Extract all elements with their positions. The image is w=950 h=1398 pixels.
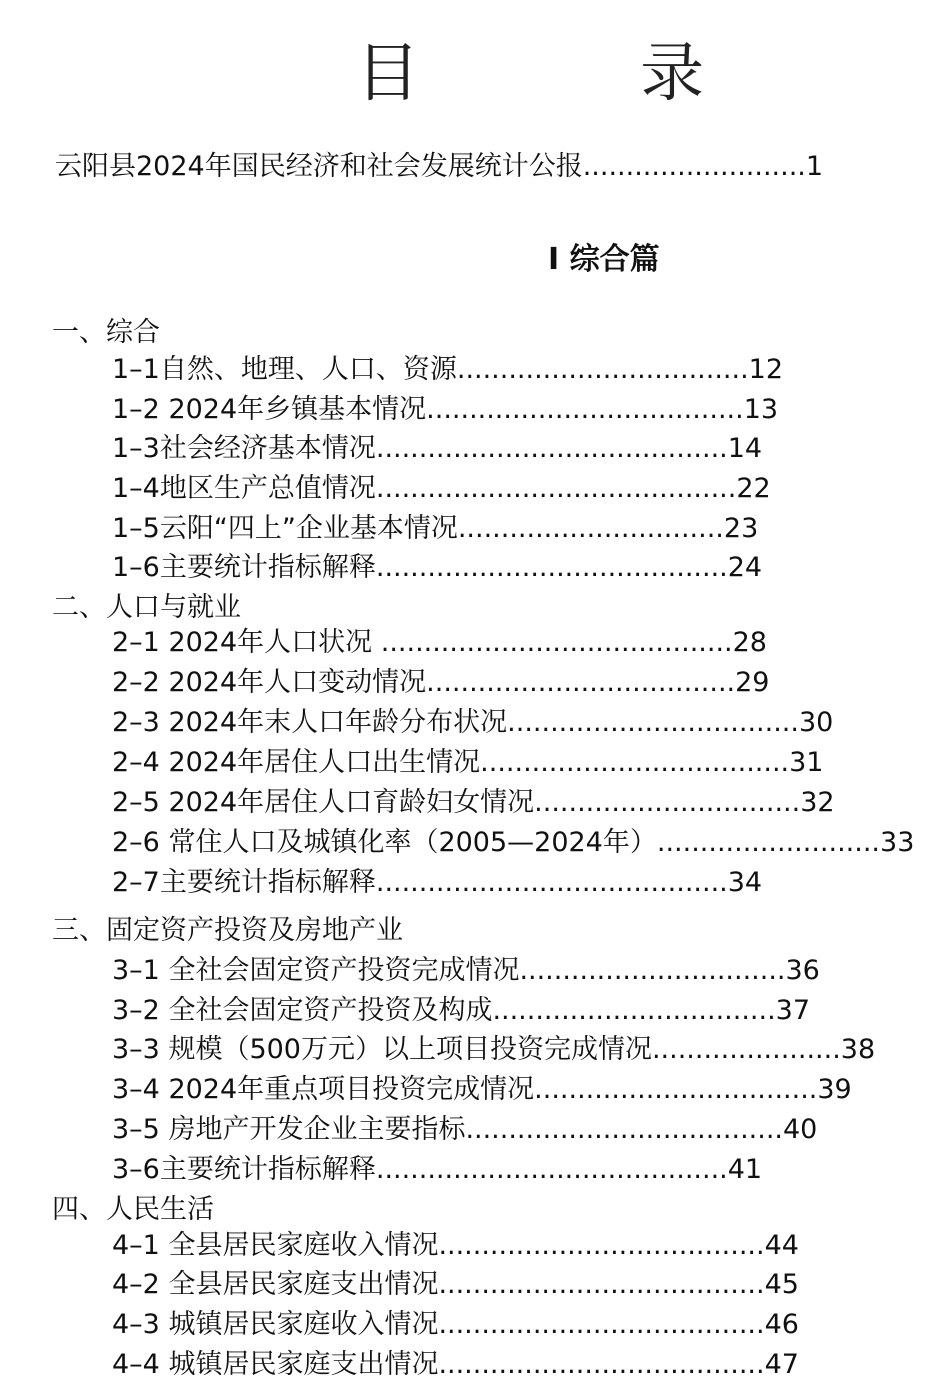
section-heading-1: 一、综合 (52, 317, 160, 348)
toc-entry-2-1[interactable]: 2–1 2024年人口状况 .........................................28 (112, 627, 767, 658)
toc-entry-2-7[interactable]: 2–7主要统计指标解释.........................................34 (112, 867, 763, 898)
toc-entry-3-3[interactable]: 3–3 规模（500万元）以上项目投资完成情况......................38 (112, 1034, 876, 1065)
section-heading-2: 二、人口与就业 (52, 592, 241, 623)
toc-entry-1-1[interactable]: 1–1自然、地理、人口、资源..................................12 (112, 354, 784, 385)
toc-entry-1-6[interactable]: 1–6主要统计指标解释.........................................24 (112, 552, 763, 583)
toc-entry-2-6[interactable]: 2–6 常住人口及城镇化率（2005—2024年）..........................33 (112, 827, 915, 858)
part-heading: Ⅰ 综合篇 (548, 242, 660, 277)
toc-entry-4-4[interactable]: 4–4 城镇居民家庭支出情况......................................47 (112, 1349, 799, 1380)
toc-entry-4-1[interactable]: 4–1 全县居民家庭收入情况......................................44 (112, 1230, 799, 1261)
toc-entry-2-5[interactable]: 2–5 2024年居住人口育龄妇女情况...............................32 (112, 787, 835, 818)
toc-entry-3-4[interactable]: 3–4 2024年重点项目投资完成情况.................................39 (112, 1074, 852, 1105)
section-heading-3: 三、固定资产投资及房地产业 (52, 915, 403, 946)
page-title: 目 录 (355, 37, 805, 111)
toc-entry-2-3[interactable]: 2–3 2024年末人口年龄分布状况..................................30 (112, 707, 834, 738)
toc-entry-1-2[interactable]: 1–2 2024年乡镇基本情况.....................................13 (112, 394, 779, 425)
toc-entry-2-4[interactable]: 2–4 2024年居住人口出生情况....................................31 (112, 747, 824, 778)
toc-entry-2-2[interactable]: 2–2 2024年人口变动情况....................................29 (112, 667, 770, 698)
toc-entry-1-5[interactable]: 1–5云阳“四上”企业基本情况...............................23 (112, 513, 759, 544)
toc-entry-3-1[interactable]: 3–1 全社会固定资产投资完成情况...............................36 (112, 955, 820, 986)
section-heading-4: 四、人民生活 (52, 1194, 214, 1225)
toc-entry-3-6[interactable]: 3–6主要统计指标解释.........................................41 (112, 1154, 763, 1185)
toc-entry-3-2[interactable]: 3–2 全社会固定资产投资及构成.................................37 (112, 995, 811, 1026)
toc-entry-1-3[interactable]: 1–3社会经济基本情况.........................................14 (112, 433, 763, 464)
toc-entry-4-3[interactable]: 4–3 城镇居民家庭收入情况......................................46 (112, 1309, 799, 1340)
toc-entry-report[interactable]: 云阳县2024年国民经济和社会发展统计公报..........................1 (55, 151, 824, 182)
toc-entry-4-2[interactable]: 4–2 全县居民家庭支出情况......................................45 (112, 1269, 799, 1300)
toc-entry-1-4[interactable]: 1–4地区生产总值情况..........................................22 (112, 473, 771, 504)
toc-entry-3-5[interactable]: 3–5 房地产开发企业主要指标.....................................40 (112, 1114, 818, 1145)
